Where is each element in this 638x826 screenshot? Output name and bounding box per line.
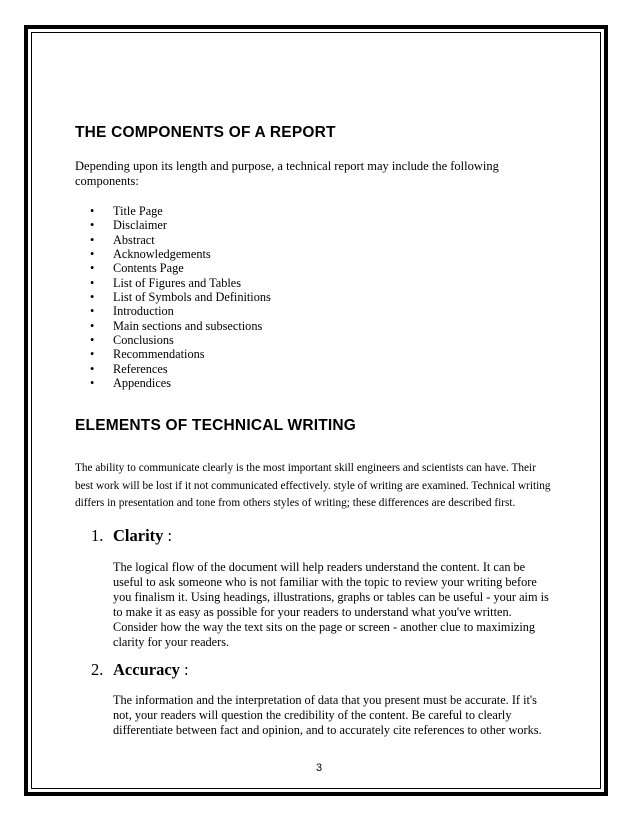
list-item: • Title Page — [75, 204, 271, 218]
accuracy-line-3: differentiate between fact and opinion, and to accurately cite references to other works. — [113, 723, 542, 737]
elements-intro-line-3: differs in presentation and tone from others styles of writing; these differences are described first. — [75, 497, 516, 509]
components-heading: THE COMPONENTS OF A REPORT — [75, 124, 336, 141]
clarity-line-1: The logical flow of the document will help readers understand the content. It can be — [113, 560, 526, 574]
list-item: • Contents Page — [75, 261, 271, 275]
clarity-line-5: Consider how the way the text sits on the page or screen - another clue to maximizing — [113, 620, 536, 634]
list-item: • Introduction — [75, 304, 271, 318]
accuracy-heading — [91, 660, 189, 680]
clarity-line-4: to make it as easy as possible for your readers to understand what you've written. — [113, 605, 512, 619]
list-item: • Disclaimer — [75, 218, 271, 232]
list-item: • Appendices — [75, 376, 271, 390]
page-number: 3 — [315, 762, 323, 774]
components-intro-line-1: Depending upon its length and purpose, a technical report may include the following — [75, 159, 499, 173]
list-item: • Main sections and subsections — [75, 319, 271, 333]
accuracy-colon: : — [179, 660, 189, 679]
accuracy-number: 2. — [91, 660, 104, 679]
elements-heading: ELEMENTS OF TECHNICAL WRITING — [75, 417, 357, 434]
clarity-heading — [91, 526, 172, 546]
components-list — [75, 204, 271, 390]
clarity-line-6: clarity for your readers. — [113, 635, 230, 649]
list-item: • Recommendations — [75, 347, 271, 361]
list-item: • Acknowledgements — [75, 247, 271, 261]
list-item: • References — [75, 362, 271, 376]
elements-intro-line-2: best work will be lost if it not communicated effectively. style of writing are examined. Technical writing — [75, 480, 551, 492]
elements-intro-line-1: The ability to communicate clearly is the most important skill engineers and scientists can have. Their — [75, 462, 536, 474]
list-item: • Conclusions — [75, 333, 271, 347]
clarity-colon: : — [163, 526, 173, 545]
clarity-line-2: useful to ask someone who is not familiar with the topic to review your writing before — [113, 575, 537, 589]
clarity-number: 1. — [91, 526, 104, 545]
accuracy-line-1: The information and the interpretation of data that you present must be accurate. If it's — [113, 693, 537, 707]
list-item: • List of Figures and Tables — [75, 276, 271, 290]
list-item: • Abstract — [75, 233, 271, 247]
clarity-line-3: you finalism it. Using headings, illustrations, graphs or tables can be useful - your aim is — [113, 590, 549, 604]
components-intro-line-2: components: — [75, 174, 139, 188]
accuracy-title: Accuracy — [113, 660, 180, 679]
clarity-title: Clarity — [113, 526, 164, 545]
accuracy-line-2: not, your readers will question the credibility of the content. Be careful to clearly — [113, 708, 512, 722]
list-item: • List of Symbols and Definitions — [75, 290, 271, 304]
